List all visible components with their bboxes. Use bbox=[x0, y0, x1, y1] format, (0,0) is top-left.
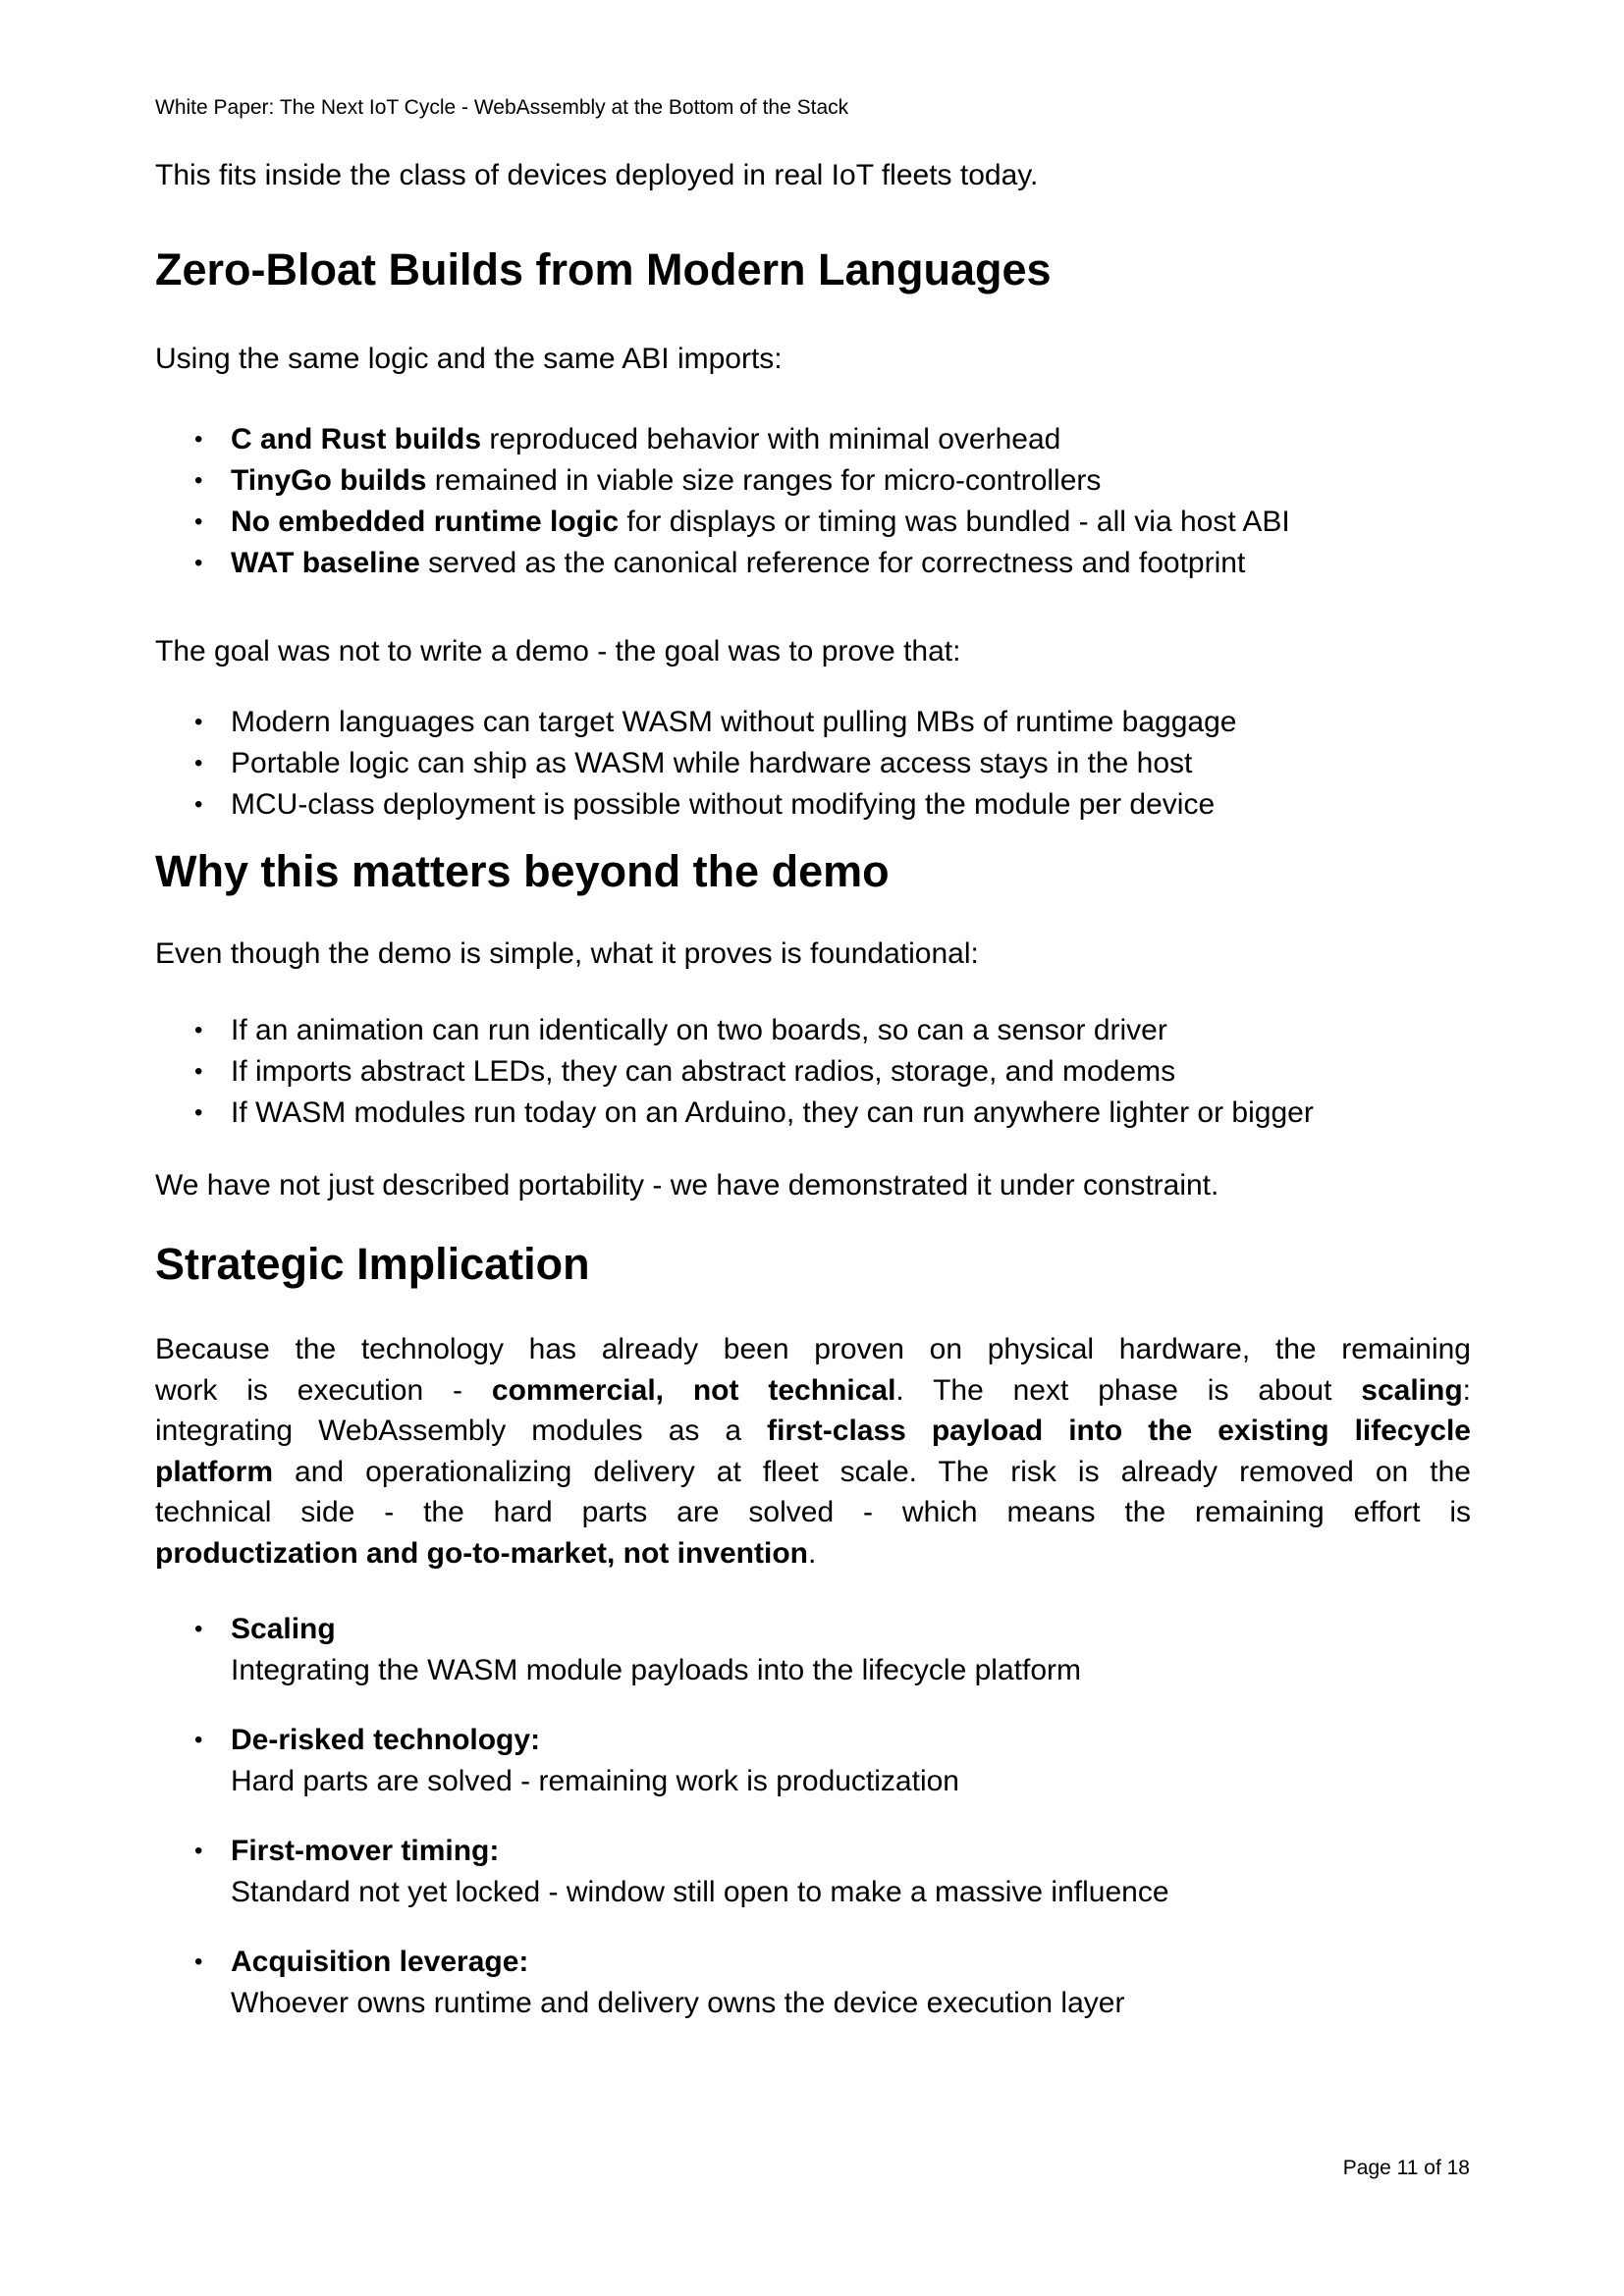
text-run: and operationalizing delivery at fleet scale. The risk is already removed on the bbox=[273, 1455, 1471, 1488]
bold-text-run: platform bbox=[155, 1455, 273, 1488]
text-run: . The next phase is about bbox=[895, 1373, 1362, 1407]
text-run: work is execution - bbox=[155, 1373, 492, 1407]
item-title: • De-risked technology: bbox=[231, 1724, 541, 1756]
text-run: reproduced behavior with minimal overhead bbox=[481, 423, 1061, 455]
list-item bbox=[155, 419, 1471, 460]
goal-bullet-list bbox=[155, 702, 1471, 826]
list-item bbox=[155, 1609, 1471, 1691]
list-item: • Modern languages can target WASM without pulling MBs of runtime baggage bbox=[155, 702, 1471, 743]
list-item bbox=[155, 502, 1471, 543]
page-number: Page 11 of 18 bbox=[1342, 2157, 1470, 2179]
paragraph-line bbox=[155, 1329, 1471, 1370]
bold-text-run: first-class payload into the existing lifecycle bbox=[767, 1415, 1471, 1447]
list-item bbox=[155, 1720, 1471, 1802]
bold-text-run: C and Rust builds bbox=[231, 423, 481, 455]
why-matters-lead-paragraph: Even though the demo is simple, what it proves is foundational: bbox=[155, 937, 979, 970]
strategic-justified-paragraph bbox=[155, 1329, 1471, 1574]
why-matters-closing-paragraph: We have not just described portability - we have demonstrated it under constraint. bbox=[155, 1169, 1219, 1201]
item-description: Whoever owns runtime and delivery owns the device execution layer bbox=[231, 1987, 1125, 2019]
list-item: • If WASM modules run today on an Arduino, they can run anywhere lighter or bigger bbox=[155, 1093, 1471, 1134]
text-run: technical side - the hard parts are solved - which means the remaining effort is bbox=[155, 1496, 1471, 1528]
list-item: • MCU-class deployment is possible without modifying the module per device bbox=[155, 784, 1471, 826]
bold-text-run: productization and go-to-market, not invention bbox=[155, 1536, 808, 1570]
paragraph-line bbox=[155, 1533, 1471, 1575]
text-run: for displays or timing was bundled - all via host ABI bbox=[619, 506, 1290, 538]
zero-bloat-lead-paragraph: Using the same logic and the same ABI imports: bbox=[155, 343, 783, 375]
item-title: • Acquisition leverage: bbox=[231, 1946, 529, 1978]
text-run: Because the technology has already been proven on physical hardware, the remaining bbox=[155, 1333, 1471, 1365]
item-description: Standard not yet locked - window still open to make a massive influence bbox=[231, 1876, 1169, 1908]
list-item: • If imports abstract LEDs, they can abstract radios, storage, and modems bbox=[155, 1051, 1471, 1093]
item-title: • Scaling bbox=[231, 1613, 336, 1645]
heading-why-this-matters: Why this matters beyond the demo bbox=[155, 846, 890, 896]
heading-zero-bloat-builds: Zero-Bloat Builds from Modern Languages bbox=[155, 244, 1052, 294]
list-item bbox=[155, 1942, 1471, 2024]
paragraph-line bbox=[155, 1411, 1471, 1452]
bold-text-run: scaling bbox=[1361, 1373, 1463, 1407]
list-item: • If an animation can run identically on two boards, so can a sensor driver bbox=[155, 1010, 1471, 1051]
list-item bbox=[155, 460, 1471, 502]
goal-lead-paragraph: The goal was not to write a demo - the goal was to prove that: bbox=[155, 635, 961, 667]
document-body bbox=[155, 155, 1471, 2024]
item-title: • First-mover timing: bbox=[231, 1835, 500, 1867]
bold-text-run: commercial, not technical bbox=[491, 1373, 896, 1407]
bold-text-run: TinyGo builds bbox=[231, 464, 427, 497]
text-run: . bbox=[807, 1536, 817, 1570]
text-run: : bbox=[1462, 1373, 1471, 1407]
why-matters-bullet-list bbox=[155, 1010, 1471, 1134]
item-description: Integrating the WASM module payloads into the lifecycle platform bbox=[231, 1654, 1081, 1686]
list-item bbox=[155, 1831, 1471, 1913]
text-run: served as the canonical reference for correctness and footprint bbox=[419, 547, 1246, 579]
item-description: Hard parts are solved - remaining work is productization bbox=[231, 1765, 959, 1797]
list-item bbox=[155, 543, 1471, 584]
paragraph-line bbox=[155, 1492, 1471, 1533]
running-header: White Paper: The Next IoT Cycle - WebAssembly at the Bottom of the Stack bbox=[155, 96, 849, 119]
paragraph-line bbox=[155, 1452, 1471, 1493]
strategic-item-list bbox=[155, 1609, 1471, 2024]
text-run: integrating WebAssembly modules as a bbox=[155, 1415, 768, 1447]
zero-bloat-bullet-list bbox=[155, 419, 1471, 584]
list-item: • Portable logic can ship as WASM while hardware access stays in the host bbox=[155, 743, 1471, 784]
intro-paragraph: This fits inside the class of devices deployed in real IoT fleets today. bbox=[155, 159, 1039, 191]
text-run: remained in viable size ranges for micro-controllers bbox=[426, 464, 1102, 497]
heading-strategic-implication: Strategic Implication bbox=[155, 1239, 590, 1289]
bold-text-run: WAT baseline bbox=[231, 547, 420, 579]
paragraph-line bbox=[155, 1370, 1471, 1412]
bold-text-run: No embedded runtime logic bbox=[231, 506, 620, 538]
